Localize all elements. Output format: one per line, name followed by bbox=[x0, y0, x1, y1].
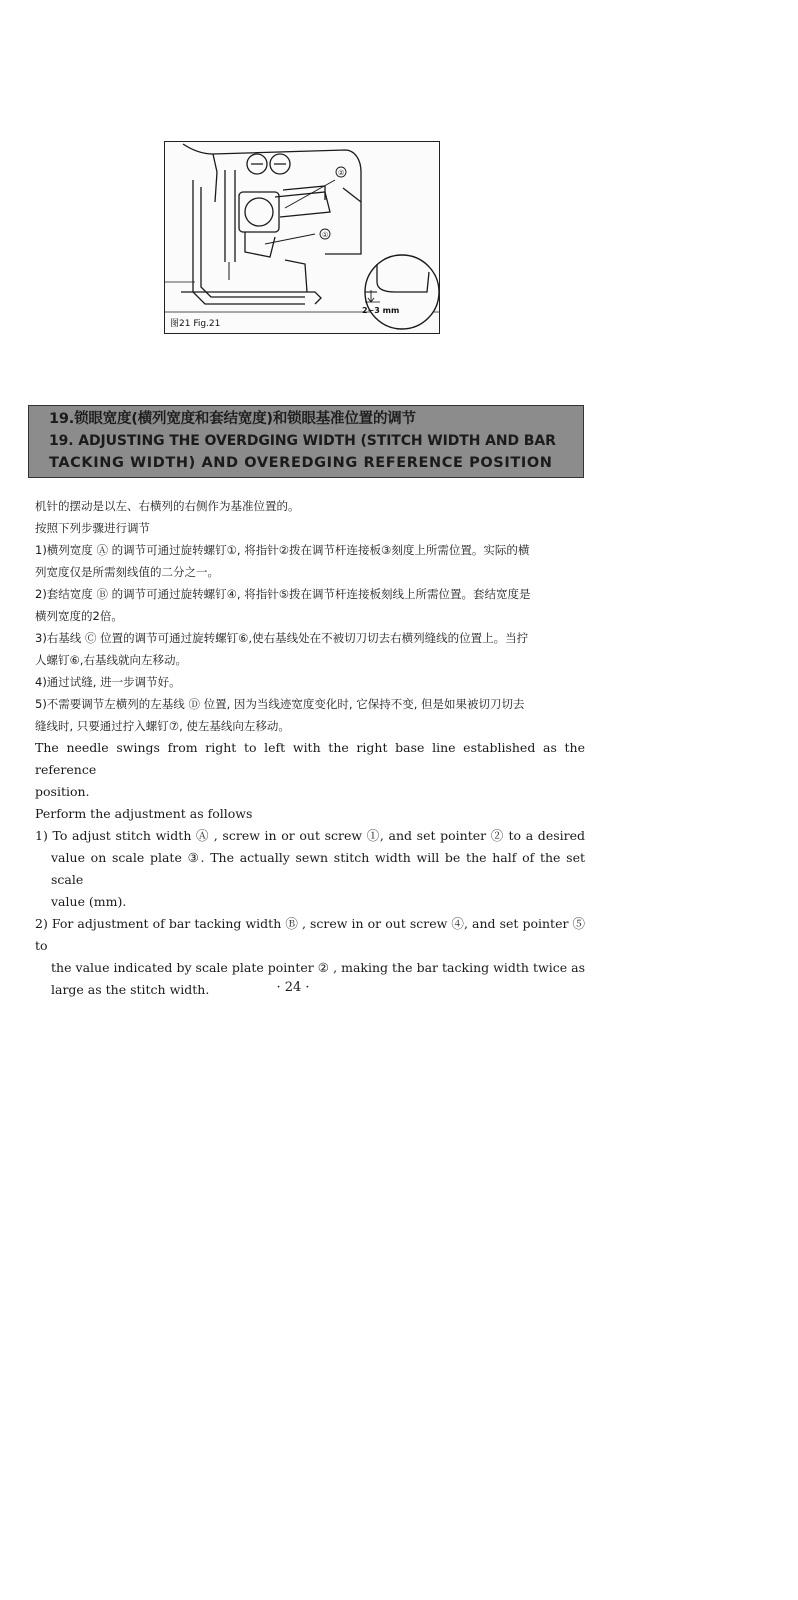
callout-1: ① bbox=[322, 231, 329, 239]
en-paragraph-2: Perform the adjustment as follows bbox=[35, 806, 253, 821]
figure-21 bbox=[164, 141, 440, 334]
figure-caption: 图21 Fig.21 bbox=[170, 319, 221, 329]
heading-zh: 19.锁眼宽度(横列宽度和套结宽度)和锁眼基准位置的调节 bbox=[49, 411, 416, 427]
en-step-1-line-2: value on scale plate ③. The actually sewn stitch width will be the half of the set scale bbox=[51, 850, 585, 887]
zh-step-5-line-1: 5)不需要调节左横列的左基线 Ⓓ 位置, 因为当线迹宽度变化时, 它保持不变, 但是如果被切刀切去 bbox=[35, 697, 525, 711]
en-step-2-line-1: 2) For adjustment of bar tacking width Ⓑ , screw in or out screw ④, and set pointer ⑤ to bbox=[35, 916, 585, 953]
en-step-2-line-3: large as the stitch width. bbox=[51, 982, 210, 997]
zh-step-2-line-1: 2)套结宽度 Ⓑ 的调节可通过旋转螺钉④, 将指针⑤拨在调节杆连接板刻线上所需位置。套结宽度是 bbox=[35, 587, 531, 601]
zh-step-4: 4)通过试缝, 进一步调节好。 bbox=[35, 675, 181, 689]
zh-step-5-line-2: 缝线时, 只要通过拧入螺钉⑦, 使左基线向左移动。 bbox=[35, 719, 290, 733]
zh-step-1-line-1: 1)横列宽度 Ⓐ 的调节可通过旋转螺钉①, 将指针②拨在调节杆连接板③刻度上所需位置。实际的横 bbox=[35, 543, 530, 557]
en-step-1-line-1: 1) To adjust stitch width Ⓐ , screw in or out screw ①, and set pointer ② to a desired bbox=[35, 828, 585, 843]
zh-step-2-line-2: 横列宽度的2倍。 bbox=[35, 609, 123, 623]
en-step-1-line-3: value (mm). bbox=[51, 894, 127, 909]
gap-measurement-label: 2~3 mm bbox=[362, 306, 400, 315]
zh-paragraph-1: 机针的摆动是以左、右横列的右侧作为基准位置的。 bbox=[35, 499, 300, 513]
page-number: · 24 · bbox=[276, 980, 310, 995]
section-heading bbox=[28, 405, 584, 478]
zh-paragraph-2: 按照下列步骤进行调节 bbox=[35, 521, 150, 535]
callout-2: ② bbox=[338, 169, 345, 177]
en-step-2-line-2: the value indicated by scale plate pointer ② , making the bar tacking width twice as bbox=[51, 960, 585, 975]
zh-step-3-line-2: 人螺钉⑥,右基线就向左移动。 bbox=[35, 653, 187, 667]
body-text bbox=[35, 495, 585, 1001]
en-paragraph-1-line-1: The needle swings from right to left with the right base line established as the reference bbox=[35, 740, 585, 777]
heading-en-line-1: 19. ADJUSTING THE OVERDGING WIDTH (STITCH WIDTH AND BAR bbox=[49, 433, 556, 449]
zh-step-3-line-1: 3)右基线 Ⓒ 位置的调节可通过旋转螺钉⑥,使右基线处在不被切刀切去右横列缝线的位置上。当拧 bbox=[35, 631, 529, 645]
heading-en-line-2: TACKING WIDTH) AND OVEREDGING REFERENCE POSITION bbox=[49, 455, 553, 471]
zh-step-1-line-2: 列宽度仅是所需刻线值的二分之一。 bbox=[35, 565, 219, 579]
en-paragraph-1-line-2: position. bbox=[35, 784, 90, 799]
